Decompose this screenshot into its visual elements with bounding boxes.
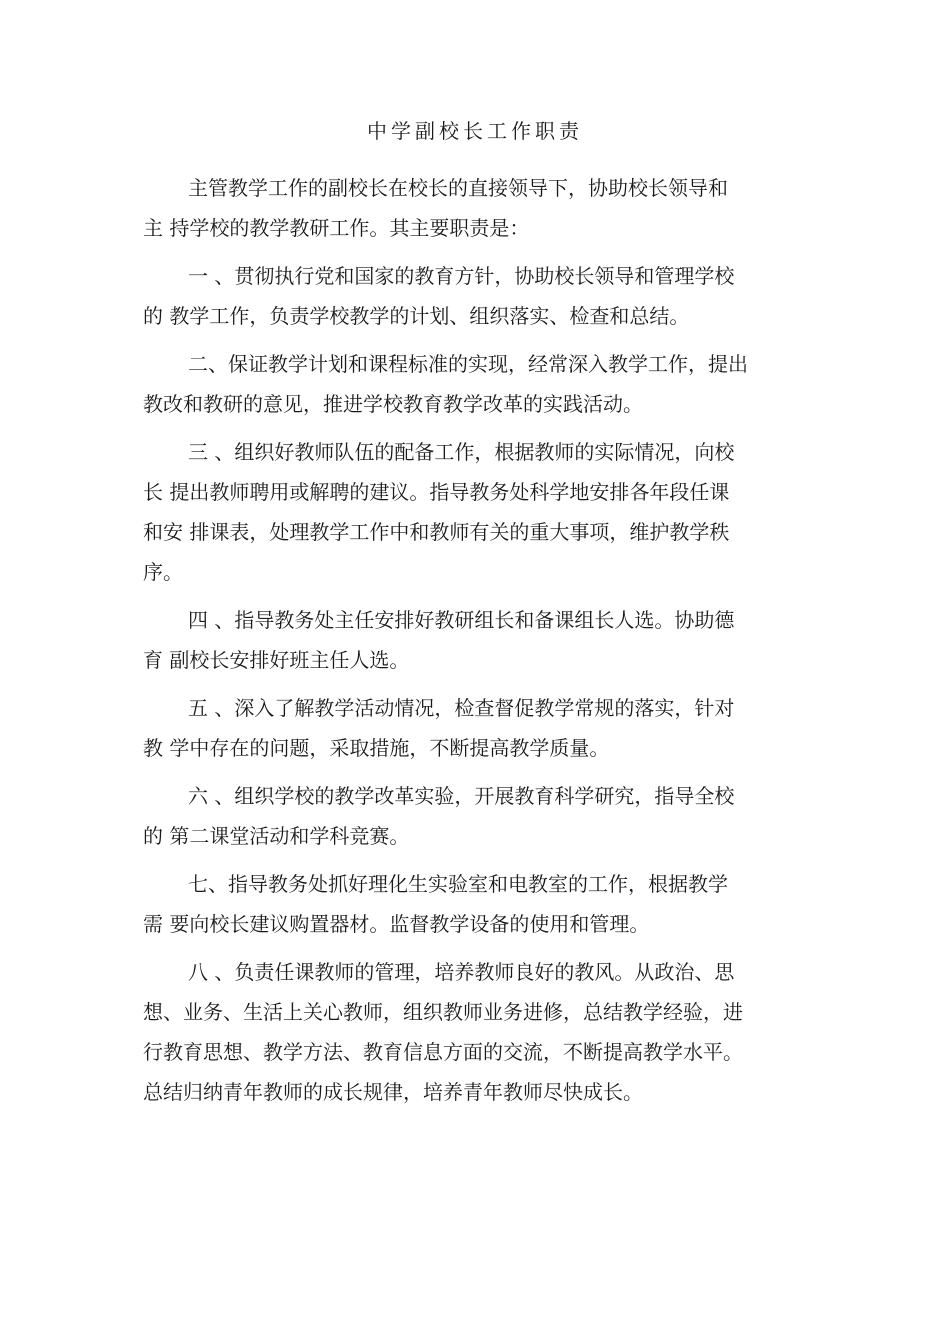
paragraph-line: 八 、负责任课教师的管理，培养教师良好的教风。从政治、思 [188, 960, 735, 984]
paragraph-line: 总结归纳青年教师的成长规律，培养青年教师尽快成长。 [143, 1080, 643, 1104]
paragraph-line: 教 学中存在的问题，采取措施，不断提高教学质量。 [143, 736, 610, 760]
paragraph [143, 256, 803, 336]
paragraph-line: 序。 [143, 560, 183, 584]
paragraph-line: 五 、深入了解教学活动情况，检查督促教学常规的落实，针对 [188, 696, 735, 720]
paragraph [143, 600, 803, 680]
paragraph-line: 一 、贯彻执行党和国家的教育方针，协助校长领导和管理学校 [188, 264, 735, 288]
paragraph [143, 432, 803, 592]
paragraph [143, 344, 803, 424]
paragraph-line: 的 第二课堂活动和学科竞赛。 [143, 824, 410, 848]
paragraph-line: 四 、指导教务处主任安排好教研组长和备课组长人选。协助德 [188, 608, 735, 632]
paragraph-line: 育 副校长安排好班主任人选。 [143, 648, 410, 672]
paragraph-line: 主管教学工作的副校长在校长的直接领导下，协助校长领导和 [188, 176, 728, 200]
paragraph [143, 688, 803, 768]
document-title: 中学副校长工作职责 [367, 119, 583, 143]
paragraph [143, 864, 803, 944]
paragraph-line: 主 持学校的教学教研工作。其主要职责是： [143, 216, 530, 240]
paragraph-line: 和安 排课表，处理教学工作中和教师有关的重大事项，维护教学秩 [143, 520, 730, 544]
paragraph-line: 想、业务、生活上关心教师，组织教师业务进修，总结教学经验，进 [143, 1000, 743, 1024]
paragraph-line: 的 教学工作，负责学校教学的计划、组织落实、检查和总结。 [143, 304, 690, 328]
paragraph-line: 需 要向校长建议购置器材。监督教学设备的使用和管理。 [143, 912, 650, 936]
paragraph-line: 行教育思想、教学方法、教育信息方面的交流，不断提高教学水平。 [143, 1040, 743, 1064]
paragraph-line: 七、指导教务处抓好理化生实验室和电教室的工作，根据教学 [188, 872, 728, 896]
document-body [143, 168, 803, 1120]
paragraph [143, 952, 803, 1112]
paragraph-line: 长 提出教师聘用或解聘的建议。指导教务处科学地安排各年段任课 [143, 480, 730, 504]
paragraph-line: 三 、组织好教师队伍的配备工作，根据教师的实际情况，向校 [188, 440, 735, 464]
paragraph-line: 六 、组织学校的教学改革实验，开展教育科学研究，指导全校 [188, 784, 735, 808]
paragraph [143, 168, 803, 248]
paragraph-line: 教改和教研的意见，推进学校教育教学改革的实践活动。 [143, 392, 643, 416]
paragraph-line: 二、保证教学计划和课程标准的实现，经常深入教学工作，提出 [188, 352, 748, 376]
paragraph [143, 776, 803, 856]
